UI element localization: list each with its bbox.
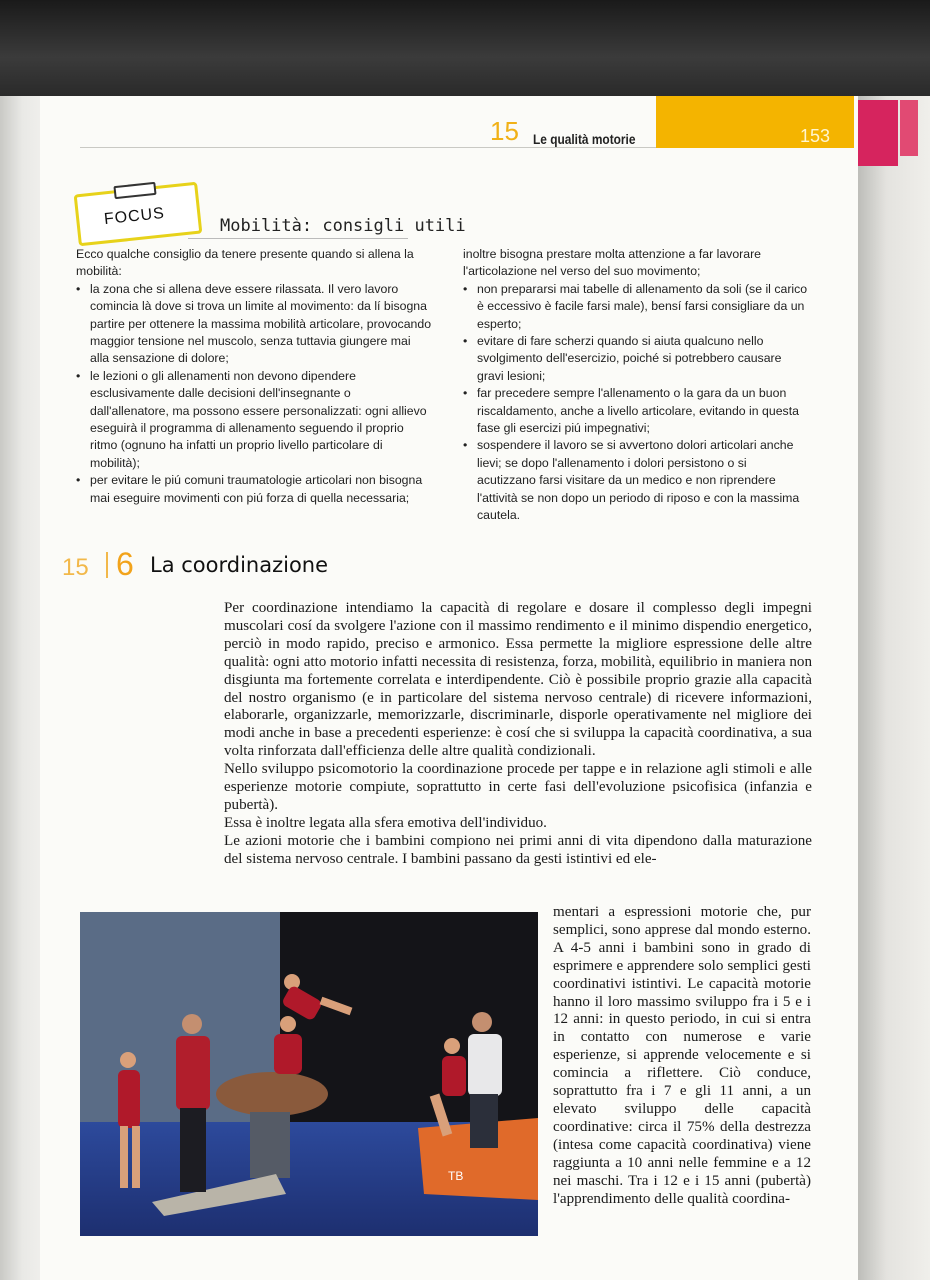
paragraph: Essa è inoltre legata alla sfera emotiva dell'individuo. (224, 814, 547, 831)
focus-badge-label: FOCUS (103, 204, 166, 229)
paragraph: Le azioni motorie che i bambini compiono nei primi anni di vita dipendono dalla maturazione del sistema nervoso centrale. I bambini passano da gesti istintivi ed ele- (224, 832, 812, 867)
list-item: • evitare di fare scherzi quando si aiuta qualcuno nello svolgimento dell'esercizio, poiché si potrebbero causare gravi lesioni; (463, 333, 808, 385)
focus-title: Mobilità: consigli utili (220, 216, 466, 236)
trampoline-label: TB (448, 1169, 464, 1183)
section-side-paragraph: mentari a espressioni motorie che, pur semplici, sono apprese dal mondo esterno. A 4-5 anni i bambini sono in grado di esprimere e apprendere solo semplici gesti coordinativi istintivi. Le capacità motorie hanno il loro massimo sviluppo fra i 5 e i 12 anni: in questo periodo, in cui si entra in contatto con numerose e varie esperienze, si apprende velocemente e si comincia a riflettere. Ciò conduce, soprattutto fra i 7 e gli 11 anni, a un elevato sviluppo delle capacità coordinative: circa il 75% della destrezza (intesa come capacità coordinativa) viene raggiunta a 10 anni nelle femmine e a 12 nei maschi. Tra i 12 e i 15 anni (pubertà) l'apprendimento delle qualità coordina- (553, 904, 811, 1207)
focus-column-right (463, 246, 808, 525)
list-item-continuation: inoltre bisogna prestare molta attenzione a far lavorare l'articolazione nel verso del suo movimento; (463, 247, 762, 279)
vaulting-horse-stand (250, 1112, 290, 1178)
paragraph: Per coordinazione intendiamo la capacità di regolare e dosare il complesso degli impegni muscolari cosí da svolgere l'azione con il massimo rendimento e il minimo dispendio energetico, perciò in modo rapido, preciso e armonico. Essa permette la migliore espressione delle altre qualità: ogni atto motorio infatti necessita di resistenza, forza, mobilità, equilibrio in maniera non disgiunta ma fortemente correlata e interdipendente. Ciò è possibile proprio grazie alla capacità del nostro organismo (e in particolare del sistema nervoso centrale) di ricevere informazioni, elaborarle, organizzarle, memorizzarle, discriminarle, disporle operativamente nel migliore dei modi anche in base a precedenti esperienze: è cosí che si sviluppa la capacità coordinativa, a sua volta rinforzata dall'efficienza delle altre qualità condizionali. (224, 600, 812, 760)
section-divider (106, 552, 108, 578)
list-item: • le lezioni o gli allenamenti non devono dipendere esclusivamente dalle decisioni dell'insegnante o dall'allenatore, ma possono essere personalizzati: ogni allievo eseguirà il programma di allenamento seguendo il proprio ritmo (ognuno ha infatti un proprio livello particolare di mobilità); (76, 368, 432, 472)
header-rule (80, 147, 656, 148)
focus-title-rule (188, 238, 408, 239)
page-number: 153 (800, 126, 831, 146)
vaulting-horse (216, 1072, 328, 1116)
scan-right-edge (858, 96, 930, 1280)
gymnastics-scene (80, 912, 538, 1236)
section-chapter-number: 15 (62, 554, 89, 581)
page-tab-pink (858, 100, 898, 166)
coach-left (176, 1014, 210, 1192)
list-item: • sospendere il lavoro se si avvertono dolori articolari anche lievi; se dopo l'allenamento i dolori persistono o si acutizzano farsi visitare da un medico e non riprendere l'attività se non dopo un periodo di riposo e con la massima cautela. (463, 437, 808, 524)
focus-column-left (76, 246, 432, 507)
focus-intro: Ecco qualche consiglio da tenere presente quando si allena la mobilità: (76, 247, 414, 279)
list-item: • far precedere sempre l'allenamento o la gara da un buon riscaldamento, anche a livello articolare, evitando in questa fase gli esercizi piú impegnativi; (463, 385, 808, 437)
gymnastics-photo (80, 912, 538, 1236)
header-chapter-number: 15 (490, 116, 519, 146)
header-chapter-title: Le qualità motorie (533, 131, 636, 147)
focus-list-left (76, 281, 432, 507)
scan-top-border (0, 0, 930, 96)
section-number: 6 (116, 546, 134, 582)
list-item: • per evitare le piú comuni traumatologie articolari non bisogna mai eseguire movimenti con piú forza di quella necessaria; (76, 472, 432, 507)
list-item: • la zona che si allena deve essere rilassata. Il vero lavoro comincia là dove si trova un limite al movimento: da lí bisogna partire per ottenere la massima mobilità articolare, provocando maggior tensione nel muscolo, senza tuttavia giungere mai alla sensazione di dolore; (76, 281, 432, 368)
section-title: La coordinazione (150, 553, 329, 577)
focus-list-right (463, 246, 808, 525)
page-tab-pink-secondary (900, 100, 918, 156)
list-item: • non prepararsi mai tabelle di allenamento da soli (se il carico è eccessivo è facile farsi male), bensí farsi consigliare da un esperto; (463, 281, 808, 333)
section-body (224, 600, 812, 869)
paragraph: Nello sviluppo psicomotorio la coordinazione procede per tappe e in relazione agli stimoli e alle esperienze motorie compiute, soprattutto in certe fasi dell'evoluzione psicofisica (infanzia e pubertà). (224, 761, 812, 813)
